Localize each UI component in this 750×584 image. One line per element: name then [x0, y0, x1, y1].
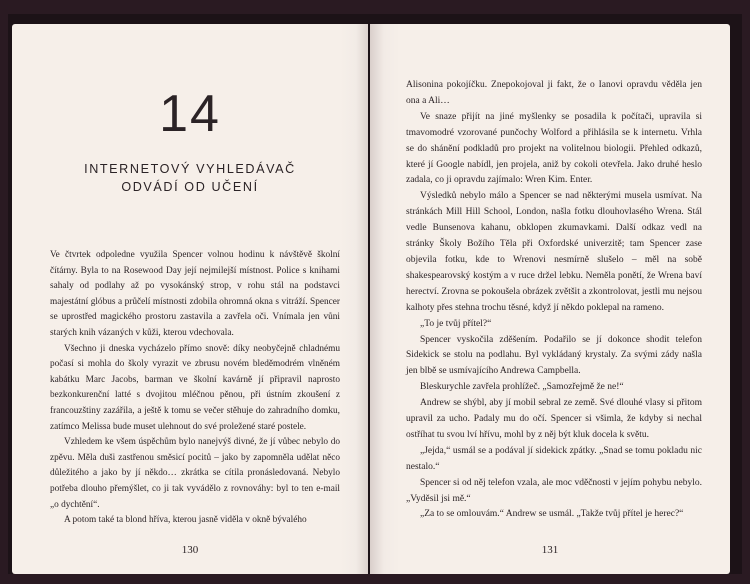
paragraph: Všechno ji dneska vycházelo přímo snově: díky neobyčejně chladnému počasí si mohla do školy vyrazit ve zbrusu novém bleděmodrém vlněném kabátku Marc Jacobs, barman ve školní kavárně jí připravil naprosto bezkonkurenční latté s dvojitou mléčnou pěnou, při ústním zkoušení z francouzštiny zazářila, a ještě k tomu se večer stěhuje do zahradního domku, zatímco Melissa bude muset ulehnout do své proležené staré postele.: [50, 343, 340, 432]
paragraph: „To je tvůj přítel?“: [420, 318, 492, 329]
paragraph: „Jejda,“ usmál se a podával jí sidekick zpátky. „Snad se tomu pokladu nic nestalo.“: [406, 445, 702, 472]
chapter-title: [12, 160, 368, 196]
open-book: [8, 14, 742, 574]
paragraph: Ve snaze přijít na jiné myšlenky se posadila k počítači, upravila si tmavomodré vzorované punčochy Wolford a přihlásila se k internetu. Vrhla se do shánění podkladů pro projekt na volitelnou biologii. Přehled odkazů, které jí Google nabídl, jen projela, aniž by cokoli otevřela. Jako druhé heslo zadala, co ji opravdu zajímalo: Wren Kim. Enter.: [406, 111, 702, 186]
paragraph: „Za to se omlouvám.“ Andrew se usmál. „Takže tvůj přítel je herec?“: [420, 509, 684, 520]
page-number: 131: [541, 544, 559, 556]
paragraph: Bleskurychle zavřela prohlížeč. „Samozřejmě že ne!“: [420, 382, 624, 393]
paragraph: Andrew se shýbl, aby jí mobil sebral ze země. Své dlouhé vlasy si přitom upravil za ucho. Padaly mu do očí. Spencer si všimla, že kdyby si nechal ostříhat tu svou lví hřívu, mohl by z něj být kluk docela k světu.: [406, 398, 702, 440]
left-page-body: [50, 248, 340, 529]
paragraph: Alisonina pokojíčku. Znepokojoval ji fakt, že o Ianovi opravdu věděla jen ona a Ali…: [406, 80, 702, 106]
page-number: 130: [181, 544, 199, 556]
paragraph: Vzhledem ke všem úspěchům bylo nanejvýš divné, že jí vůbec nebylo do zpěvu. Měla duši zastřenou směsicí pocitů – jako by zapomněla udělat něco důležitého a jako by jí někdo… zkrátka se cítila pronásledovaná. Nebylo potřeba dlouho přemýšlet, co ji tak vyvádělo z rovnováhy: byl to ten e-mail „o dychtění“.: [50, 437, 340, 510]
chapter-title-line-1: INTERNETOVÝ VYHLEDÁVAČ: [84, 162, 296, 176]
left-page: [12, 24, 368, 574]
right-page-body: [406, 78, 702, 523]
chapter-number: 14: [159, 85, 221, 143]
paragraph: Výsledků nebylo málo a Spencer se nad některými musela usmívat. Na stránkách Mill Hill School, London, našla fotku dlouhovlasého Wrena. Stál vedle Bunsenova kahanu, obklopen zkumavkami. Další odkaz vedl na stránky Školy Božího Těla při Oxfordské univerzitě; tam Spencer zase objevila fotku, kde to Wrenovi nesmírně slušelo – měl na sobě shakespearovský kostým a v ruce držel lebku. Neměla ponětí, že Wrena baví herectví. Zrovna se pokoušela obrázek zvětšit a zkontrolovat, jestli mu nejsou kalhoty přes stehna trochu těsné, když jí někdo poklepal na rameno.: [406, 191, 702, 313]
paragraph: A potom také ta blond hříva, kterou jasně viděla v okně bývalého: [64, 515, 307, 526]
paragraph: Ve čtvrtek odpoledne využila Spencer volnou hodinu k návštěvě školní čítárny. Byla to na Rosewood Day její nejmilejší místnost. Police s knihami sahaly od podlahy až po vysokánský strop, v rohu stál na podstavci majestátní glóbus a průčelí místnosti zdobila ohromná okna s vitráží. Spencer se uprostřed magického prostoru zastavila a zavřela oči. Vnímala jen vůni starých knih vázaných v kůži, kterou vdechovala.: [50, 250, 340, 338]
chapter-title-line-2: ODVÁDÍ OD UČENÍ: [121, 180, 259, 194]
paragraph: Spencer vyskočila zděšením. Podařilo se jí dokonce shodit telefon Sidekick se stolu na podlahu. Byl vykládaný krystaly. Za svými zády našla jen blbě se usmívajícího Andrewa Campbella.: [406, 334, 702, 377]
right-page: [370, 24, 730, 574]
paragraph: Spencer si od něj telefon vzala, ale moc vděčnosti v jejím pohybu nebylo. „Vyděsil jsi mě.“: [406, 477, 702, 504]
